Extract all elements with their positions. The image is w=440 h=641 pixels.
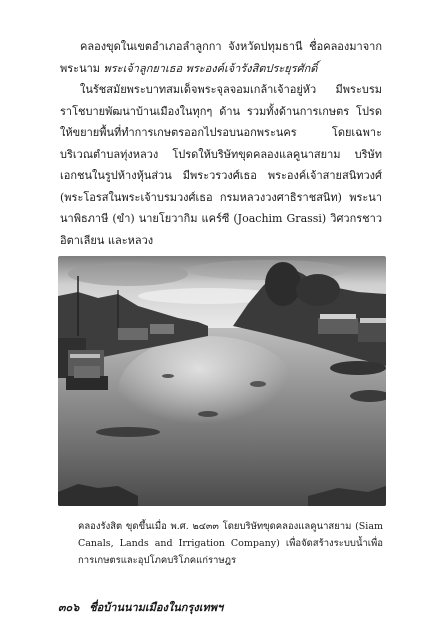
running-title: ชื่อบ้านนามเมืองในกรุงเทพฯ xyxy=(89,601,224,614)
body-text xyxy=(60,36,382,251)
paragraph-1 xyxy=(60,36,382,79)
paragraph-1-text: คลองขุดในเขตอำเภอลำลูกกา จังหวัดปทุมธานี ชื่อคลองมาจากพระนาม xyxy=(60,40,382,75)
canal-photo xyxy=(58,256,386,506)
paragraph-1-italic: พระเจ้าลูกยาเธอ พระองค์เจ้ารังสิตประยุรศักดิ์ xyxy=(103,61,318,75)
page-footer xyxy=(58,600,378,616)
photo-caption: คลองรังสิต ขุดขึ้นเมื่อ พ.ศ. ๒๔๓๓ โดยบริษัทขุดคลองแลคูนาสยาม (Siam Canals, Lands and Irrigation Company) เพื่อจัดสร้างระบบน้ำเพื่อการเกษตรและอุปโภคบริโภคแก่ราษฎร xyxy=(78,521,383,566)
page-number: ๓๐๖ xyxy=(58,601,80,614)
canal-photo-image xyxy=(58,256,386,506)
paragraph-2: ในรัชสมัยพระบาทสมเด็จพระจุลจอมเกล้าเจ้าอยู่หัว มีพระบรมราโชบายพัฒนาบ้านเมืองในทุกๆ ด้าน รวมทั้งด้านการเกษตร โปรดให้ขยายพื้นที่ทำการเกษตรออกไปรอบนอกพระนคร โดยเฉพาะบริเวณตำบลทุ่งหลวง โปรดให้บริษัทขุดคลองแลคูนาสยาม บริษัทเอกชนในรูปห้างหุ้นส่วน มีพระวรวงศ์เธอ พระองค์เจ้าสายสนิทวงศ์ (พระโอรสในพระเจ้าบรมวงศ์เธอ กรมหลวงวงศาธิราชสนิท) พระนานาพิธภาษี (ขำ) นายโยวากิม แคร์ซี (Joachim Grassi) วิศวกรชาวอิตาเลียน และหลวง xyxy=(60,83,382,247)
